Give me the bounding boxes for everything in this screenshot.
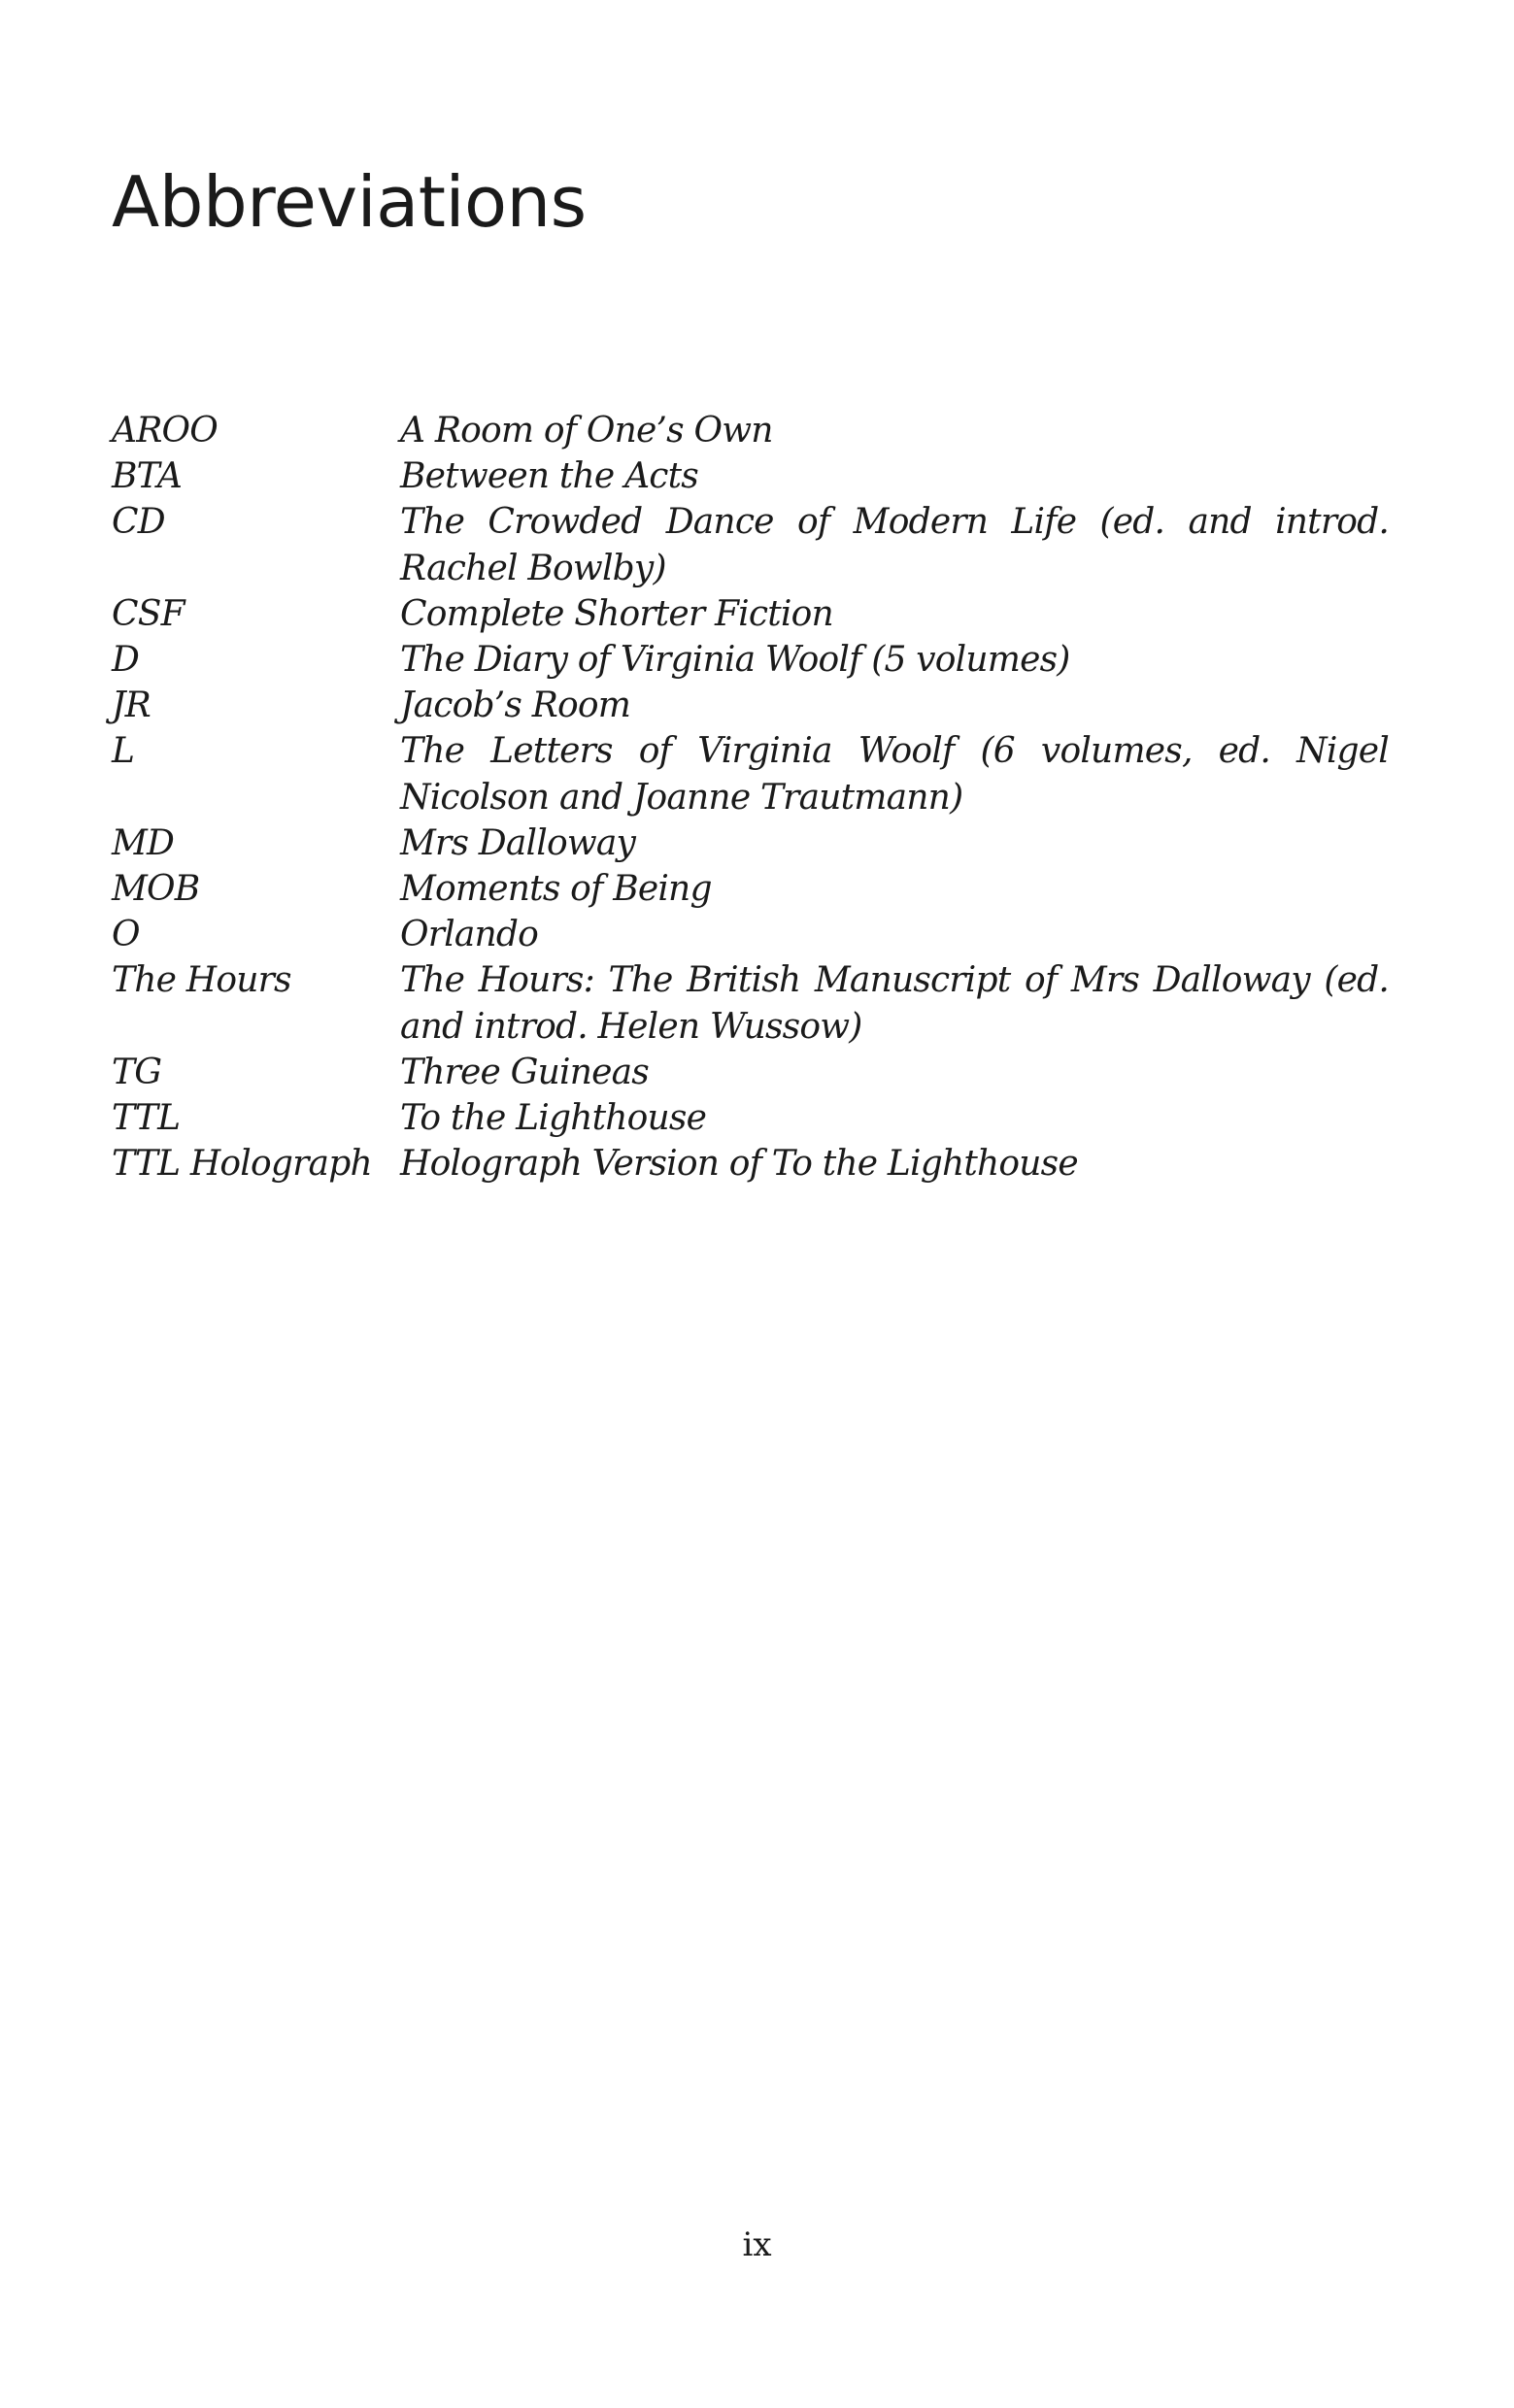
abbreviation-row	[112, 499, 1389, 590]
abbreviation-key: L	[112, 731, 135, 772]
abbreviation-row	[112, 866, 1389, 912]
abbreviation-key: MOB	[112, 869, 200, 910]
abbreviation-key: CD	[112, 502, 165, 543]
abbreviation-title: Orlando	[400, 915, 539, 955]
abbreviation-key: TTL	[112, 1098, 181, 1139]
abbreviation-title: Between the Acts	[400, 456, 698, 497]
abbreviation-title: A Room of One’s Own	[400, 411, 773, 451]
abbreviation-row	[112, 591, 1389, 637]
abbreviation-key: CSF	[112, 593, 185, 634]
page-number: ix	[742, 2225, 772, 2264]
abbreviation-title: Complete Shorter Fiction	[400, 593, 833, 634]
abbreviation-row	[112, 820, 1389, 866]
abbreviation-list	[112, 408, 1389, 1187]
abbreviation-key: TG	[112, 1052, 162, 1092]
abbreviation-row	[112, 683, 1389, 728]
abbreviation-key: D	[112, 640, 140, 681]
abbreviation-title: To the Lighthouse	[400, 1098, 707, 1139]
abbreviation-row	[112, 1141, 1389, 1187]
abbreviation-key: TTL Holograph	[112, 1144, 372, 1185]
abbreviation-key: The Hours	[112, 960, 291, 1001]
abbreviation-key: JR	[112, 686, 151, 726]
abbreviation-row	[112, 637, 1389, 683]
abbreviation-title: Jacob’s Room	[400, 686, 631, 726]
abbreviation-title: Holograph Version of To the Lighthouse	[400, 1144, 1078, 1185]
abbreviation-row	[112, 1050, 1389, 1095]
abbreviation-title: Mrs Dalloway	[400, 822, 636, 863]
abbreviation-title: Moments of Being	[400, 869, 712, 910]
abbreviation-row	[112, 957, 1389, 1049]
abbreviation-title: The Hours: The British Manuscript of Mrs Dalloway (ed. and introd. Helen Wussow)	[400, 960, 1389, 1047]
abbreviation-title: The Letters of Virginia Woolf (6 volumes, ed. Nigel Nicolson and Joanne Trautmann)	[400, 731, 1389, 818]
page-title: Abbreviations	[112, 161, 587, 243]
abbreviation-row	[112, 1095, 1389, 1141]
abbreviation-row	[112, 728, 1389, 819]
abbreviation-title: The Diary of Virginia Woolf (5 volumes)	[400, 640, 1070, 681]
abbreviation-row	[112, 453, 1389, 499]
abbreviation-title: The Crowded Dance of Modern Life (ed. and introd. Rachel Bowlby)	[400, 502, 1389, 588]
abbreviation-key: MD	[112, 822, 175, 863]
abbreviation-key: AROO	[112, 411, 218, 451]
abbreviation-row	[112, 408, 1389, 453]
abbreviation-key: BTA	[112, 456, 183, 497]
abbreviation-title: Three Guineas	[400, 1052, 649, 1092]
abbreviation-row	[112, 912, 1389, 957]
abbreviation-key: O	[112, 915, 140, 955]
